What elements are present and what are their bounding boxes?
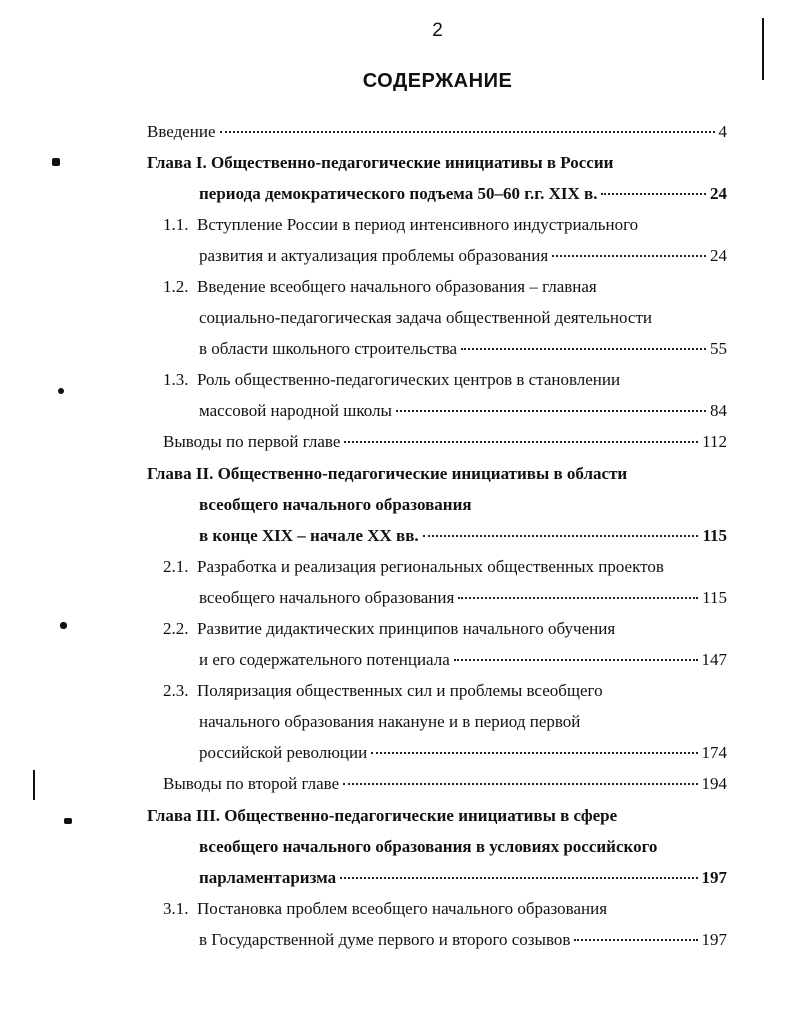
toc-leader-dots (423, 534, 699, 537)
page-title: СОДЕРЖАНИЕ (362, 70, 513, 92)
scan-mark (52, 158, 60, 166)
toc-entry-text: Выводы по первой главе (163, 432, 341, 451)
toc-page-number: 174 (701, 743, 727, 762)
toc-page-number: 55 (710, 339, 727, 358)
toc-page-number: 4 (718, 122, 727, 141)
toc-section-number: 3.1. (163, 899, 189, 918)
toc-entry (0, 147, 727, 178)
toc-page-number: 147 (701, 650, 727, 669)
toc-section-number: 2.1. (163, 557, 189, 576)
toc-section-number: 1.2. (163, 277, 189, 296)
toc-leader-dots (396, 409, 706, 412)
toc-entry (0, 426, 727, 457)
toc-entry-text: Введение всеобщего начального образования – главная (197, 277, 597, 296)
toc-entry-text: Глава II. Общественно-педагогические инициативы в области (147, 464, 628, 483)
toc-entry-text: и его содержательного потенциала (199, 650, 450, 669)
toc-page-number: 112 (702, 432, 727, 451)
toc-entry-text: Разработка и реализация региональных общественных проектов (197, 557, 664, 576)
toc-entry (0, 551, 727, 582)
toc-entry (0, 800, 727, 831)
toc-entry-text: развития и актуализация проблемы образования (199, 246, 549, 265)
toc-entry-text: социально-педагогическая задача общественной деятельности (199, 308, 652, 327)
toc-section-number: 1.3. (163, 370, 189, 389)
toc-entry-text: Выводы по второй главе (163, 774, 340, 793)
toc-entry (0, 395, 727, 426)
toc-entry (0, 240, 727, 271)
toc-entry-text: Введение (147, 122, 216, 141)
toc-leader-dots (552, 254, 706, 257)
toc-entry-text: в Государственной думе первого и второго созывов (199, 930, 571, 949)
toc-entry-text: Развитие дидактических принципов начального обучения (197, 619, 616, 638)
toc-page-number: 115 (702, 526, 727, 545)
toc-leader-dots (461, 347, 706, 350)
toc-entry-text: массовой народной школы (199, 401, 392, 420)
toc-leader-dots (574, 938, 697, 941)
toc-page-number: 84 (710, 401, 727, 420)
toc-page-number: 197 (701, 868, 727, 887)
toc-entry-text: начального образования накануне и в период первой (199, 712, 581, 731)
scan-mark (60, 622, 67, 629)
toc-entry (0, 862, 727, 893)
toc-entry (0, 178, 727, 209)
toc-leader-dots (344, 440, 698, 443)
toc-entry (0, 737, 727, 768)
toc-entry (0, 924, 727, 955)
toc-entry (0, 489, 727, 520)
toc-entry (0, 116, 727, 147)
toc-leader-dots (458, 596, 698, 599)
toc-entry (0, 613, 727, 644)
toc-entry-text: российской революции (199, 743, 368, 762)
toc-section-number: 2.2. (163, 619, 189, 638)
toc-entry-text: всеобщего начального образования (199, 495, 472, 514)
toc-leader-dots (454, 658, 698, 661)
toc-entry-text: Глава I. Общественно-педагогические инициативы в России (147, 153, 614, 172)
scan-mark (58, 388, 64, 394)
toc-entry (0, 831, 727, 862)
page-number: 2 (432, 20, 443, 41)
toc-entry-text: Поляризация общественных сил и проблемы всеобщего (197, 681, 603, 700)
toc-section-number: 1.1. (163, 215, 189, 234)
scan-mark (33, 770, 35, 800)
toc-entry-text: парламентаризма (199, 868, 337, 887)
toc-entry-text: Постановка проблем всеобщего начального образования (197, 899, 608, 918)
toc-entry-text: всеобщего начального образования в условиях российского (199, 837, 658, 856)
toc-leader-dots (340, 876, 697, 879)
toc-entry (0, 209, 727, 240)
toc-page-number: 194 (701, 774, 727, 793)
toc-entry (0, 768, 727, 799)
scan-mark (762, 18, 764, 80)
toc-entry-text: Глава III. Общественно-педагогические инициативы в сфере (147, 806, 618, 825)
toc-page-number: 24 (710, 246, 727, 265)
scan-mark (64, 818, 72, 824)
toc-leader-dots (220, 130, 715, 133)
toc-page-number: 197 (701, 930, 727, 949)
toc-entry (0, 706, 727, 737)
toc-leader-dots (601, 192, 706, 195)
toc-entry-text: в области школьного строительства (199, 339, 458, 358)
toc-entry-text: периода демократического подъема 50–60 г.г. XIX в. (199, 184, 598, 203)
toc-entry (0, 644, 727, 675)
toc-entry (0, 893, 727, 924)
toc-page-number: 115 (702, 588, 727, 607)
toc-entry (0, 675, 727, 706)
toc-entry-text: Вступление России в период интенсивного индустриального (197, 215, 639, 234)
toc-page-number: 24 (710, 184, 727, 203)
toc-entry (0, 271, 727, 302)
toc-entry (0, 582, 727, 613)
toc-leader-dots (371, 751, 697, 754)
toc-entry (0, 458, 727, 489)
toc-entry (0, 302, 727, 333)
toc-leader-dots (343, 782, 697, 785)
toc-entry-text: в конце XIX – начале XX вв. (199, 526, 419, 545)
toc-entry (0, 364, 727, 395)
toc-entry (0, 333, 727, 364)
toc-section-number: 2.3. (163, 681, 189, 700)
toc-entry-text: Роль общественно-педагогических центров в становлении (197, 370, 621, 389)
toc-entry-text: всеобщего начального образования (199, 588, 455, 607)
toc-entry (0, 520, 727, 551)
